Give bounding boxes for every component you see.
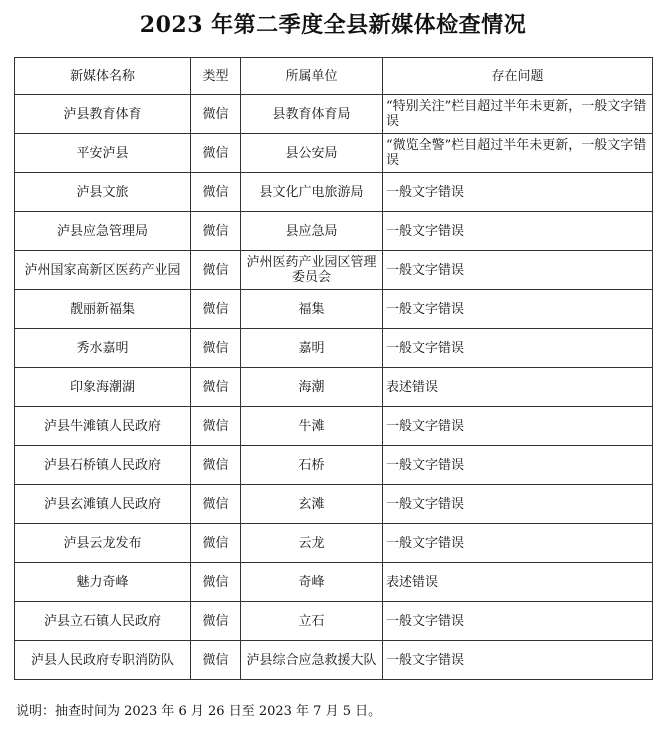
table-row xyxy=(15,446,653,485)
cell-media-name: 泸县立石镇人民政府 xyxy=(15,602,191,641)
table-header-row xyxy=(15,58,653,95)
cell-type: 微信 xyxy=(191,290,241,329)
cell-media-name: 泸县人民政府专职消防队 xyxy=(15,641,191,680)
cell-unit: 泸县综合应急救援大队 xyxy=(241,641,383,680)
footnote: 说明：抽查时间为 2023 年 6 月 26 日至 2023 年 7 月 5 日。 xyxy=(16,704,382,719)
cell-unit: 玄滩 xyxy=(241,485,383,524)
cell-issue: 一般文字错误 xyxy=(383,407,653,446)
cell-type: 微信 xyxy=(191,641,241,680)
cell-unit: 海潮 xyxy=(241,368,383,407)
cell-type: 微信 xyxy=(191,563,241,602)
cell-issue: 表述错误 xyxy=(383,563,653,602)
cell-unit: 泸州医药产业园区管理委员会 xyxy=(241,251,383,290)
cell-unit: 县公安局 xyxy=(241,134,383,173)
cell-media-name: 泸县石桥镇人民政府 xyxy=(15,446,191,485)
header-issue: 存在问题 xyxy=(383,58,653,95)
cell-type: 微信 xyxy=(191,368,241,407)
table-row xyxy=(15,368,653,407)
table-row xyxy=(15,524,653,563)
cell-media-name: 泸县玄滩镇人民政府 xyxy=(15,485,191,524)
cell-media-name: 泸县教育体育 xyxy=(15,95,191,134)
cell-media-name: 泸县云龙发布 xyxy=(15,524,191,563)
table-row xyxy=(15,407,653,446)
header-type: 类型 xyxy=(191,58,241,95)
cell-type: 微信 xyxy=(191,446,241,485)
table-row xyxy=(15,641,653,680)
table-row xyxy=(15,602,653,641)
cell-unit: 石桥 xyxy=(241,446,383,485)
cell-type: 微信 xyxy=(191,329,241,368)
table-row xyxy=(15,212,653,251)
cell-issue: 一般文字错误 xyxy=(383,641,653,680)
cell-type: 微信 xyxy=(191,251,241,290)
page-title: 2023 年第二季度全县新媒体检查情况 xyxy=(139,12,527,38)
cell-unit: 云龙 xyxy=(241,524,383,563)
cell-media-name: 平安泸县 xyxy=(15,134,191,173)
cell-type: 微信 xyxy=(191,524,241,563)
cell-issue: 一般文字错误 xyxy=(383,446,653,485)
cell-type: 微信 xyxy=(191,485,241,524)
cell-issue: 一般文字错误 xyxy=(383,524,653,563)
table-row xyxy=(15,173,653,212)
cell-unit: 立石 xyxy=(241,602,383,641)
table-row xyxy=(15,95,653,134)
cell-type: 微信 xyxy=(191,173,241,212)
cell-issue: “微览全警”栏目超过半年未更新，一般文字错误 xyxy=(383,134,653,173)
header-media-name: 新媒体名称 xyxy=(15,58,191,95)
cell-issue: 一般文字错误 xyxy=(383,485,653,524)
cell-media-name: 泸县应急管理局 xyxy=(15,212,191,251)
cell-unit: 嘉明 xyxy=(241,329,383,368)
cell-unit: 县教育体育局 xyxy=(241,95,383,134)
cell-media-name: 泸县文旅 xyxy=(15,173,191,212)
cell-media-name: 靓丽新福集 xyxy=(15,290,191,329)
cell-issue: 一般文字错误 xyxy=(383,602,653,641)
cell-media-name: 泸州国家高新区医药产业园 xyxy=(15,251,191,290)
inspection-table-container xyxy=(14,57,652,680)
cell-unit: 奇峰 xyxy=(241,563,383,602)
table-row xyxy=(15,563,653,602)
table-row xyxy=(15,485,653,524)
cell-unit: 县文化广电旅游局 xyxy=(241,173,383,212)
table-row xyxy=(15,134,653,173)
cell-unit: 牛滩 xyxy=(241,407,383,446)
header-unit: 所属单位 xyxy=(241,58,383,95)
cell-unit: 县应急局 xyxy=(241,212,383,251)
cell-type: 微信 xyxy=(191,602,241,641)
cell-media-name: 魅力奇峰 xyxy=(15,563,191,602)
cell-issue: 一般文字错误 xyxy=(383,290,653,329)
cell-issue: 表述错误 xyxy=(383,368,653,407)
inspection-table xyxy=(14,57,653,680)
cell-type: 微信 xyxy=(191,95,241,134)
cell-media-name: 泸县牛滩镇人民政府 xyxy=(15,407,191,446)
cell-type: 微信 xyxy=(191,407,241,446)
table-row xyxy=(15,290,653,329)
cell-type: 微信 xyxy=(191,134,241,173)
table-row xyxy=(15,251,653,290)
cell-issue: 一般文字错误 xyxy=(383,251,653,290)
cell-issue: 一般文字错误 xyxy=(383,173,653,212)
cell-type: 微信 xyxy=(191,212,241,251)
cell-media-name: 印象海潮湖 xyxy=(15,368,191,407)
cell-unit: 福集 xyxy=(241,290,383,329)
cell-issue: “特别关注”栏目超过半年未更新，一般文字错误 xyxy=(383,95,653,134)
cell-issue: 一般文字错误 xyxy=(383,212,653,251)
cell-issue: 一般文字错误 xyxy=(383,329,653,368)
table-row xyxy=(15,329,653,368)
cell-media-name: 秀水嘉明 xyxy=(15,329,191,368)
